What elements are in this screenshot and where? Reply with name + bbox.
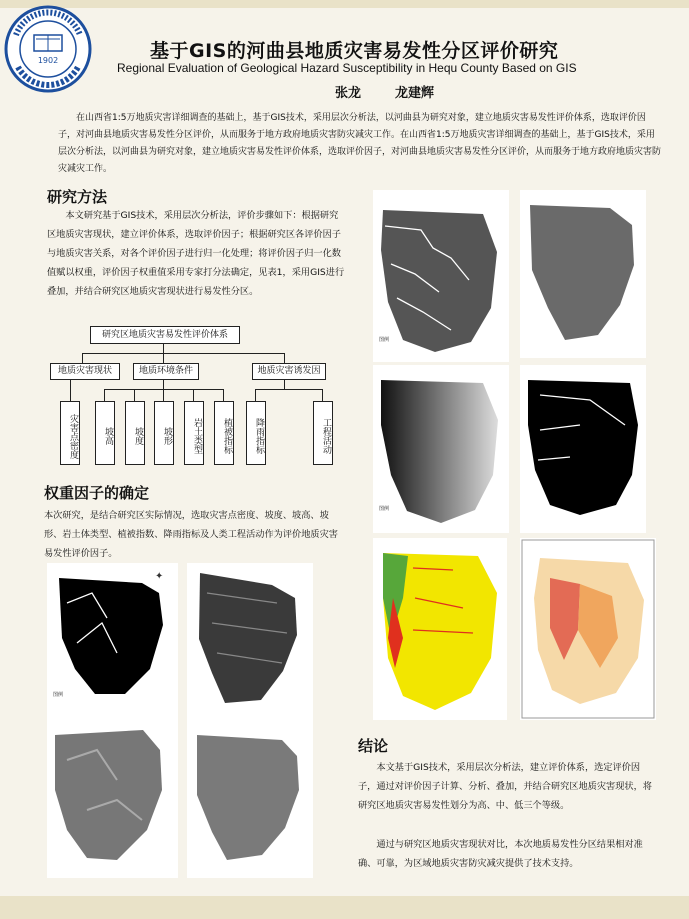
map-susceptibility-result (373, 538, 507, 720)
diagram-connector (193, 389, 194, 401)
methods-heading: 研究方法 (47, 188, 108, 206)
diagram-leaf-3: 坡度 (125, 401, 145, 465)
diagram-leaf-4: 坡形 (154, 401, 174, 465)
diagram-leaf-7: 降雨指标 (246, 401, 266, 465)
diagram-connector (223, 389, 224, 401)
map-slope (520, 190, 646, 358)
diagram-group-1: 地质灾害现状 (50, 363, 120, 380)
diagram-group-3: 地质灾害诱发因 (252, 363, 326, 380)
diagram-connector (284, 379, 285, 389)
top-band (0, 0, 689, 8)
diagram-connector (163, 389, 164, 401)
map-slope-height (187, 563, 313, 720)
map-engineering-activity (520, 365, 646, 533)
diagram-connector (104, 389, 105, 401)
page-title: 基于GIS的河曲县地质灾害易发性分区评价研究 (150, 40, 559, 62)
abstract: 在山西省1:5万地质灾害详细调查的基础上，基于GIS技术，采用层次分析法，以河曲县为研究对象，建立地质灾害易发性评价体系，选取评价因子，对河曲县地质灾害易发性分区评价，从而服务于地方政府地质灾害防灾减灾工作。在山西省1:5万地质灾害详细调查的基础上，基于GIS技术，采用层次分析法，以河曲县为研究对象，建立地质灾害易发性评价体系，选取评价因子，对河曲县地质灾害易发性分区评价，从而服务于地方政府地质灾害防灾减灾工作。 (58, 113, 662, 174)
diagram-leaf-5: 岩土类型 (184, 401, 204, 465)
page-subtitle: Regional Evaluation of Geological Hazard Susceptibility in Hequ County Based on GIS (117, 61, 577, 75)
map-legend: 图例 (379, 337, 390, 343)
diagram-connector (255, 389, 322, 390)
bottom-band (0, 896, 689, 919)
diagram-connector (70, 379, 71, 401)
author-1: 张龙 (335, 86, 362, 101)
diagram-connector (163, 343, 164, 353)
map-vegetation (187, 720, 313, 878)
diagram-root: 研究区地质灾害易发性评价体系 (90, 326, 240, 344)
conclusion-text-1: 本文基于GIS技术，采用层次分析法，建立评价体系，选定评价因子，通过对评价因子计算、分析、叠加，并结合研究区地质灾害现状，将研究区地质灾害易发性划分为高、中、低三个等级。 (358, 762, 652, 811)
map-rock-type (47, 720, 178, 878)
author-2: 龙建辉 (395, 86, 435, 101)
diagram-leaf-2: 坡高 (95, 401, 115, 465)
diagram-leaf-6: 植被指标 (214, 401, 234, 465)
diagram-connector (82, 353, 83, 363)
methods-text: 本文研究基于GIS技术，采用层次分析法，评价步骤如下：根据研究区地质灾害现状，建立评价体系，选取评价因子；根据研究区各评价因子与地质灾害关系，对各个评价因子进行归一化处理；将评价因子归一化数值赋以权重，评价因子权重值采用专家打分法确定，见表1，采用GIS进行叠加，并结合研究区地质灾害现状进行易发性分区。 (47, 210, 345, 297)
map-legend: 图例 (379, 506, 390, 512)
diagram-connector (255, 389, 256, 401)
conclusion-heading: 结论 (358, 737, 389, 755)
diagram-connector (163, 353, 164, 363)
logo-year: 1902 (37, 56, 59, 65)
map-zoning-overview (520, 538, 656, 720)
university-logo (4, 5, 92, 93)
map-disaster-density (47, 563, 178, 720)
map-legend: 图例 (53, 692, 64, 698)
authors (335, 82, 468, 101)
svg-text:✦: ✦ (155, 571, 164, 582)
conclusion-text-2: 通过与研究区地质灾害现状对比，本次地质易发性分区结果相对准确、可靠，为区域地质灾害防灾减灾提供了技术支持。 (358, 839, 643, 869)
diagram-connector (134, 389, 135, 401)
diagram-connector (82, 353, 284, 354)
diagram-leaf-8: 工程活动 (313, 401, 333, 465)
diagram-connector (284, 353, 285, 363)
weights-heading: 权重因子的确定 (44, 484, 150, 502)
map-river-system (373, 190, 509, 362)
diagram-group-2: 地质环境条件 (133, 363, 199, 380)
diagram-leaf-1: 灾害点密度 (60, 401, 80, 465)
weights-text: 本次研究，是结合研究区实际情况，选取灾害点密度、坡度、坡高、坡形、岩土体类型、植被指数、降雨指标及人类工程活动作为评价地质灾害易发性评价因子。 (44, 510, 338, 559)
diagram-connector (163, 379, 164, 389)
map-rainfall (373, 365, 509, 533)
diagram-connector (322, 389, 323, 401)
